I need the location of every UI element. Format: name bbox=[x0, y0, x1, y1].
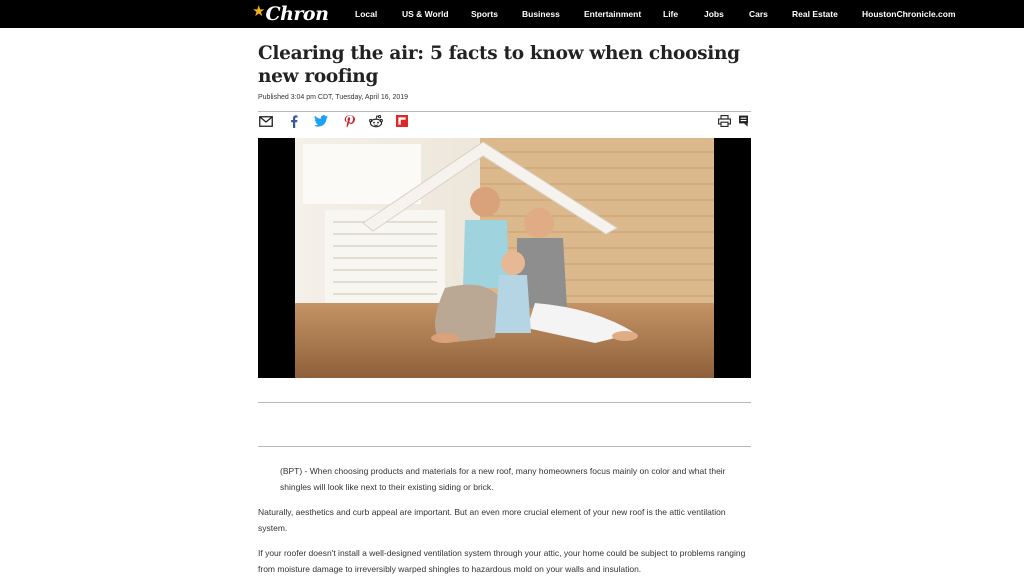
body-top-divider bbox=[258, 446, 751, 447]
article-photo[interactable] bbox=[258, 138, 751, 378]
nav-houstonchronicle[interactable]: HoustonChronicle.com bbox=[862, 9, 956, 19]
nav-real-estate[interactable]: Real Estate bbox=[792, 9, 838, 19]
chron-logo[interactable] bbox=[252, 2, 328, 26]
twitter-icon[interactable] bbox=[313, 113, 329, 129]
pinterest-icon[interactable] bbox=[341, 113, 357, 129]
reddit-icon[interactable] bbox=[368, 113, 384, 129]
nav-life[interactable]: Life bbox=[663, 9, 679, 19]
family-roof-image bbox=[295, 138, 714, 378]
star-icon: ★ bbox=[252, 2, 266, 20]
logo-text: Chron bbox=[265, 3, 329, 25]
share-bar-top-divider bbox=[258, 111, 751, 112]
nav-us-world[interactable]: US & World bbox=[402, 9, 449, 19]
photo-caption-divider bbox=[258, 402, 751, 403]
flipboard-icon[interactable] bbox=[394, 113, 410, 129]
nav-local[interactable]: Local bbox=[355, 9, 378, 19]
article-paragraph-3: If your roofer doesn't install a well-designed ventilation system through your attic, your home could be subject to problems ranging from moisture damage to irreversibly warped shingles to hazardous mold on your walls and insulation. bbox=[258, 548, 746, 574]
print-icon[interactable] bbox=[716, 113, 732, 129]
nav-sports[interactable]: Sports bbox=[471, 9, 498, 19]
article-headline: Clearing the air: 5 facts to know when choosing new roofing bbox=[258, 43, 740, 87]
nav-cars[interactable]: Cars bbox=[749, 9, 768, 19]
facebook-icon[interactable] bbox=[286, 113, 302, 129]
nav-entertainment[interactable]: Entertainment bbox=[584, 9, 642, 19]
nav-jobs[interactable]: Jobs bbox=[704, 9, 724, 19]
top-nav-bar bbox=[0, 0, 1024, 28]
publish-date: Published 3:04 pm CDT, Tuesday, April 16, 2019 bbox=[258, 94, 409, 101]
comment-icon[interactable] bbox=[735, 113, 751, 129]
nav-business[interactable]: Business bbox=[522, 9, 560, 19]
article-paragraph-2: Naturally, aesthetics and curb appeal are important. But an even more crucial element of your new roof is the attic ventilation system. bbox=[258, 507, 726, 533]
email-icon[interactable] bbox=[258, 113, 274, 129]
article-paragraph-1: (BPT) - When choosing products and materials for a new roof, many homeowners focus mainly on color and what their shingles will look like next to their existing siding or brick. bbox=[280, 466, 726, 492]
